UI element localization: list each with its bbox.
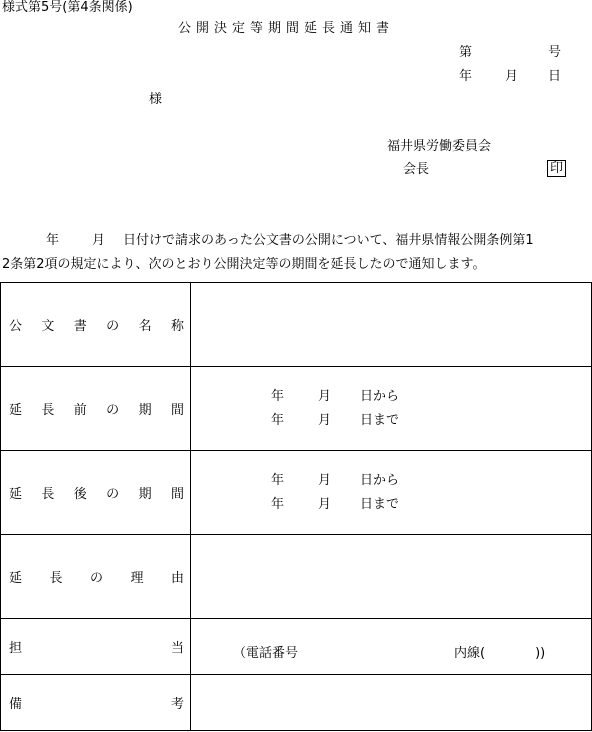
label-extension-reason: 延 長 の 理 由	[1, 535, 191, 619]
recipient-honorific: 様	[149, 92, 163, 107]
seal-mark	[547, 161, 566, 177]
value-contact-person[interactable]	[191, 619, 592, 675]
issuer-title: 会長	[403, 162, 430, 177]
period-to-line: 年 月 日まで	[271, 496, 400, 512]
date-day: 日	[548, 69, 562, 84]
phone-number-label: （電話番号	[233, 646, 299, 661]
period-to-line: 年 月 日まで	[271, 412, 400, 428]
seal-box: 印	[547, 160, 566, 177]
body-line-2: 2条第2項の規定により、次のとおり公開決定等の期間を延長したので通知します。	[2, 257, 486, 272]
table-row	[1, 675, 592, 731]
table-row	[1, 535, 592, 619]
body-year: 年	[46, 233, 60, 248]
issuer-organization: 福井県労働委員会	[387, 139, 492, 154]
body-line-1	[2, 229, 592, 253]
period-from-line: 年 月 日から	[271, 388, 400, 404]
label-period-before: 延 長 前 の 期 間	[1, 367, 191, 451]
label-contact-person: 担 当	[1, 619, 191, 675]
document-number-suffix: 号	[548, 45, 562, 60]
document-number-prefix: 第	[459, 45, 473, 60]
table-row	[1, 619, 592, 675]
value-period-before[interactable]	[191, 367, 592, 451]
value-extension-reason[interactable]	[191, 535, 592, 619]
label-remarks: 備 考	[1, 675, 191, 731]
date-month: 月	[505, 69, 519, 84]
period-from-line: 年 月 日から	[271, 472, 400, 488]
body-month: 月	[92, 233, 106, 248]
value-period-after[interactable]	[191, 451, 592, 535]
date-year: 年	[459, 69, 473, 84]
label-period-after: 延 長 後 の 期 間	[1, 451, 191, 535]
notice-table	[0, 282, 592, 731]
table-row	[1, 451, 592, 535]
extension-close: ))	[535, 646, 546, 661]
table-row	[1, 367, 592, 451]
body-line-1-text: 日付けで請求のあった公文書の公開について、福井県情報公開条例第1	[123, 233, 534, 248]
table-row	[1, 283, 592, 367]
value-remarks[interactable]	[191, 675, 592, 731]
document-title: 公開決定等期間延長通知書	[178, 21, 395, 36]
form-number: 様式第5号(第4条関係)	[2, 0, 133, 15]
label-document-name: 公 文 書 の 名 称	[1, 283, 191, 367]
value-document-name[interactable]	[191, 283, 592, 367]
extension-label: 内線(	[454, 646, 486, 661]
